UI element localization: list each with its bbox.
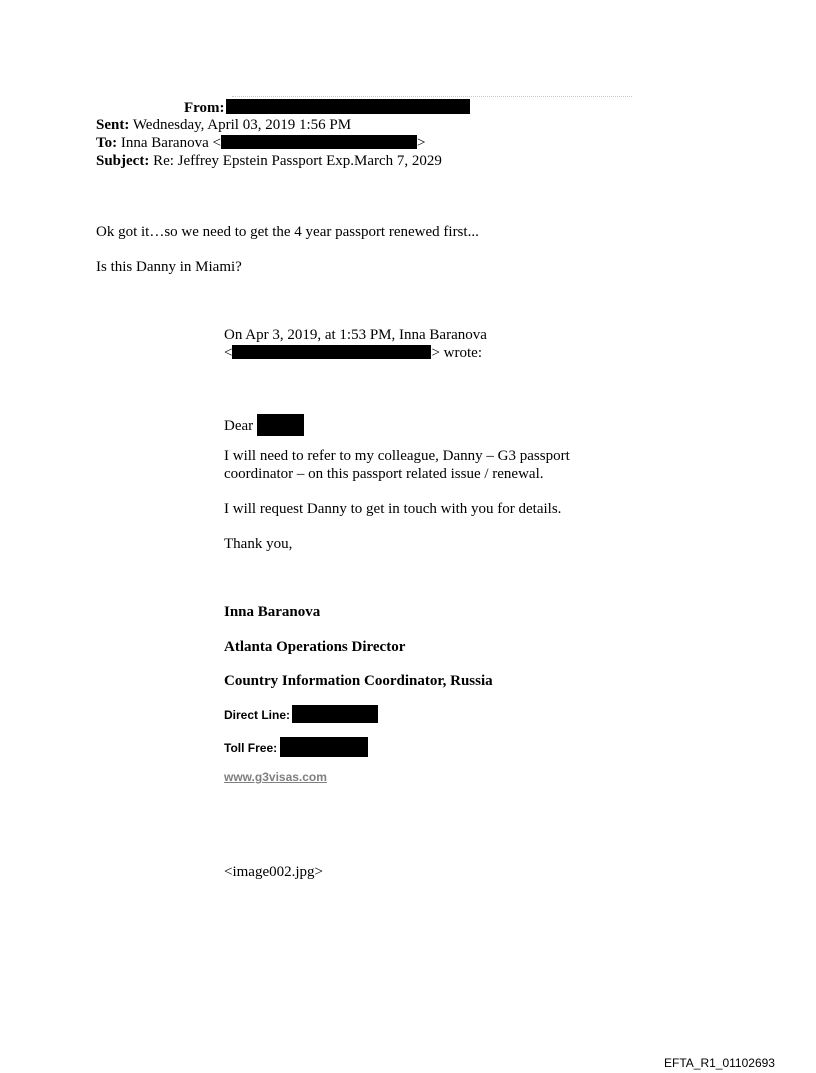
direct-line (224, 705, 378, 724)
reply-line-1: Ok got it…so we need to get the 4 year passport renewed first... (96, 224, 479, 240)
to-close: > (416, 135, 426, 151)
sent-line (96, 117, 351, 134)
quote-attribution-1: On Apr 3, 2019, at 1:53 PM, Inna Baranova (224, 327, 487, 343)
toll-free-redaction (280, 737, 368, 757)
website-link[interactable]: www.g3visas.com (224, 770, 327, 784)
attribution-open: < (224, 345, 233, 361)
closing: Thank you, (224, 536, 293, 552)
from-line (184, 99, 470, 117)
greeting-line (224, 414, 304, 436)
website-link-row (224, 769, 327, 786)
signature-title-1: Atlanta Operations Director (224, 639, 406, 655)
signature-title-2: Country Information Coordinator, Russia (224, 673, 493, 689)
to-line (96, 135, 425, 152)
from-label: From: (184, 100, 225, 116)
to-label: To: (96, 135, 118, 151)
recipient-name-redaction (257, 414, 304, 436)
direct-line-label: Direct Line: (224, 708, 291, 722)
attribution-close: > wrote: (431, 345, 482, 361)
from-redaction (226, 99, 470, 114)
toll-free-label: Toll Free: (224, 741, 278, 755)
body-para1-line2: coordinator – on this passport related issue / renewal. (224, 466, 544, 482)
body-para1-line1: I will need to refer to my colleague, Danny – G3 passport (224, 448, 570, 464)
quote-attribution-2 (224, 345, 482, 362)
toll-free-line (224, 737, 368, 757)
attachment-placeholder: <image002.jpg> (224, 864, 323, 880)
to-name: Inna Baranova < (120, 135, 221, 151)
direct-line-redaction (292, 705, 378, 723)
sender-email-redaction (232, 345, 431, 359)
reply-line-2: Is this Danny in Miami? (96, 259, 242, 275)
sent-label: Sent: (96, 117, 130, 133)
subject-value: Re: Jeffrey Epstein Passport Exp.March 7, 2029 (153, 153, 442, 169)
signature-name: Inna Baranova (224, 604, 321, 620)
sent-value: Wednesday, April 03, 2019 1:56 PM (132, 117, 352, 133)
document-id: EFTA_R1_01102693 (664, 1056, 775, 1070)
subject-line (96, 153, 442, 170)
subject-label: Subject: (96, 153, 150, 169)
header-divider (232, 96, 632, 97)
to-email-redaction (221, 135, 417, 149)
body-para2: I will request Danny to get in touch with you for details. (224, 501, 562, 517)
greeting: Dear (224, 418, 254, 434)
